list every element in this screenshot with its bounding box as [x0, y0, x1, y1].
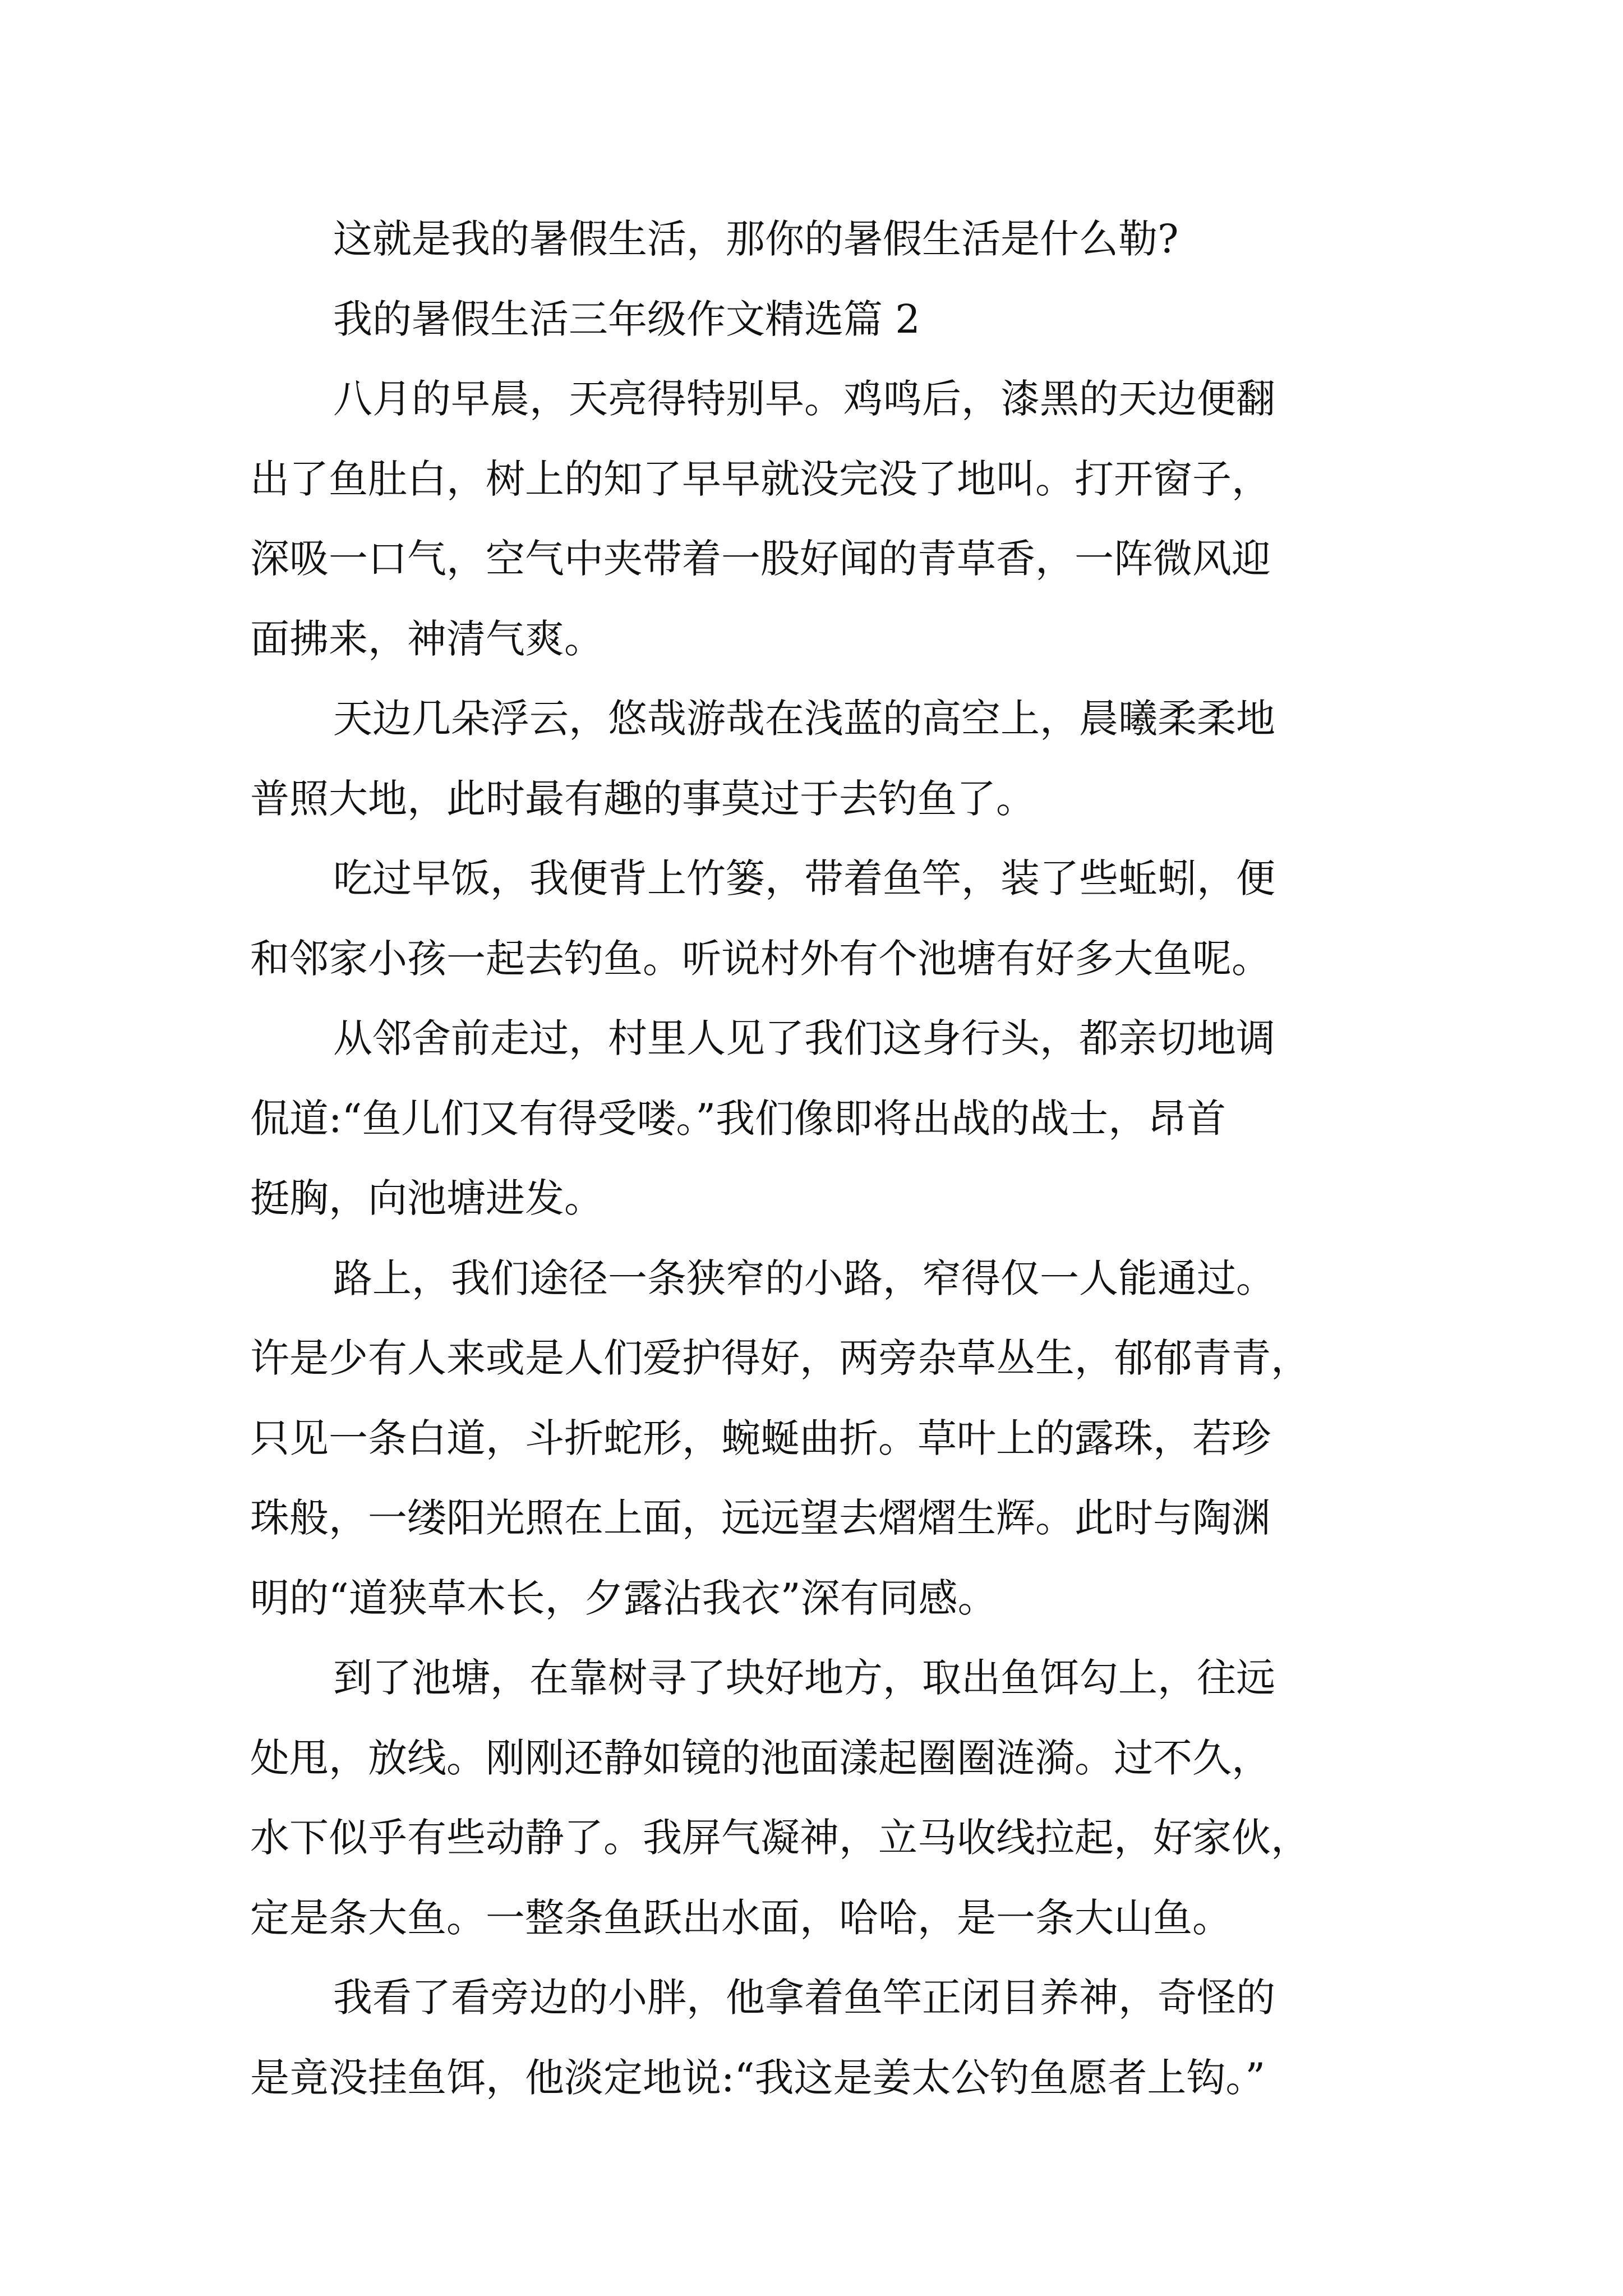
text-line: 挺胸，向池塘进发。: [250, 1175, 603, 1221]
document-body: [250, 199, 1405, 2118]
text-line: 水下似乎有些动静了。我屏气凝神，立马收线拉起，好家伙，: [250, 1815, 1310, 1861]
text-line: 我看了看旁边的小胖，他拿着鱼竿正闭目养神，奇怪的: [333, 1975, 1275, 2021]
text-line: 到了池塘，在靠树寻了块好地方，取出鱼饵勾上，往远: [333, 1655, 1275, 1701]
text-line: 珠般，一缕阳光照在上面，远远望去熠熠生辉。此时与陶渊: [250, 1495, 1271, 1541]
text-line: 从邻舍前走过，村里人见了我们这身行头，都亲切地调: [333, 1015, 1275, 1061]
text-line: 出了鱼肚白，树上的知了早早就没完没了地叫。打开窗子，: [250, 455, 1271, 502]
text-line: 只见一条白道，斗折蛇形，蜿蜒曲折。草叶上的露珠，若珍: [250, 1415, 1271, 1461]
text-line: 我的暑假生活三年级作文精选篇 2: [333, 296, 920, 342]
text-line: 许是少有人来或是人们爱护得好，两旁杂草丛生，郁郁青青，: [250, 1335, 1310, 1381]
text-line: 侃道:“鱼儿们又有得受喽。”我们像即将出战的战士，昂首: [250, 1095, 1227, 1142]
text-line: 这就是我的暑假生活，那你的暑假生活是什么勒?: [333, 216, 1179, 262]
text-line: 明的“道狭草木长，夕露沾我衣”深有同感。: [250, 1575, 997, 1621]
text-line: 深吸一口气，空气中夹带着一股好闻的青草香，一阵微风迎: [250, 536, 1271, 582]
text-line: 和邻家小孩一起去钓鱼。听说村外有个池塘有好多大鱼呢。: [250, 935, 1271, 982]
text-line: 定是条大鱼。一整条鱼跃出水面，哈哈，是一条大山鱼。: [250, 1894, 1232, 1941]
text-line: 面拂来，神清气爽。: [250, 615, 603, 662]
text-line: 处甩，放线。刚刚还静如镜的池面漾起圈圈涟漪。过不久，: [250, 1734, 1271, 1781]
text-line: 八月的早晨，天亮得特别早。鸡鸣后，漆黑的天边便翻: [333, 376, 1275, 422]
text-line: 是竟没挂鱼饵，他淡定地说:“我这是姜太公钓鱼愿者上钩。”: [250, 2054, 1266, 2101]
text-line: 路上，我们途径一条狭窄的小路，窄得仅一人能通过。: [333, 1255, 1275, 1301]
text-line: 吃过早饭，我便背上竹篓，带着鱼竿，装了些蚯蚓，便: [333, 855, 1275, 901]
text-line: 天边几朵浮云，悠哉游哉在浅蓝的高空上，晨曦柔柔地: [333, 696, 1275, 742]
text-line: 普照大地，此时最有趣的事莫过于去钓鱼了。: [250, 775, 1035, 822]
